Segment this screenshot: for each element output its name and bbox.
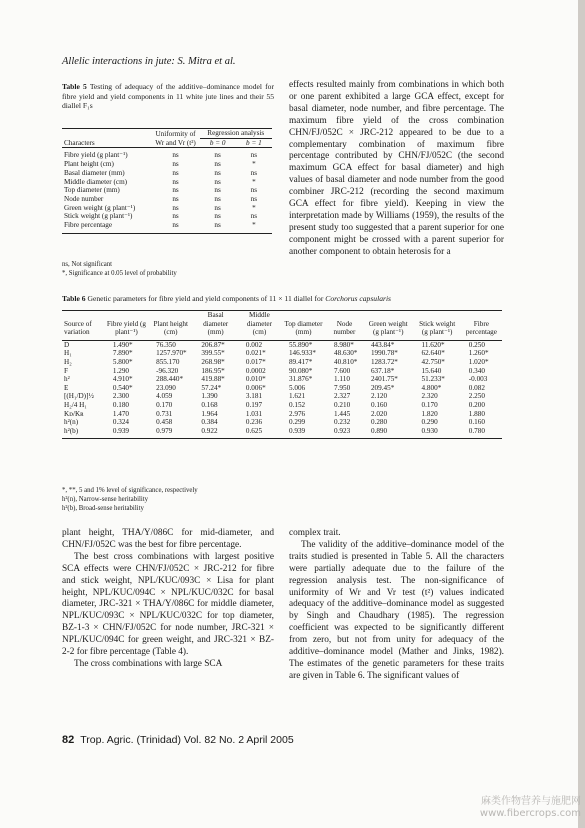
table6-cell: 1.290 <box>112 366 130 375</box>
table6-cell: 42.750* <box>421 357 445 366</box>
watermark-title: 麻类作物营养与施肥网 <box>481 796 581 807</box>
table5-row-label: Green weight (g plant⁻¹) <box>64 203 136 212</box>
table5-cell: ns <box>172 168 179 177</box>
table6-cell: 7.890* <box>112 349 133 358</box>
table6-cell: 3.181 <box>245 392 263 401</box>
table6-cell: 4.059 <box>156 392 173 401</box>
table5-row <box>62 151 272 160</box>
t5-note-ns: ns, Not significant <box>62 261 113 268</box>
table6-cell: 40.810* <box>334 357 358 366</box>
table6-row-label: D <box>64 340 70 349</box>
table6-cell: 146.933* <box>288 349 316 358</box>
table6-cell: 0.923 <box>334 426 351 435</box>
table6-cell: 0.197 <box>245 400 263 409</box>
table5-cell: ns <box>214 186 221 195</box>
table6-row <box>62 384 502 393</box>
table6-cell: 0.922 <box>201 426 218 435</box>
right-column-top-text <box>289 80 504 259</box>
table6-cell: 4.800* <box>421 383 442 392</box>
t5-col-b0: b = 0 <box>209 138 226 147</box>
table5-row-label: Node number <box>64 194 104 203</box>
table6-cell: 0.299 <box>288 418 306 427</box>
table6-cell: 1.260* <box>468 349 489 358</box>
table6-cell: 399.55* <box>201 349 225 358</box>
table5-cell: ns <box>172 177 179 186</box>
table5-cell: ns <box>250 212 258 221</box>
table6-cell: 2.320 <box>421 392 438 401</box>
table6-cell: 89.417* <box>288 357 313 366</box>
table5-cell: ns <box>214 177 221 186</box>
table6-cell: 2.250 <box>468 392 485 401</box>
table6-cell: 0.010* <box>245 375 266 384</box>
table6-cell: 855.170 <box>156 357 180 366</box>
table6-cell: 1.110 <box>334 375 350 384</box>
table6-cell: 0.458 <box>156 418 173 427</box>
table6-cell: 0.160 <box>370 400 388 409</box>
table6-cell: 0.180 <box>112 400 130 409</box>
table5-row <box>62 204 272 213</box>
table6-row-label: H₂ <box>64 357 72 366</box>
table6-cell: 1.490* <box>112 340 133 349</box>
table6-cell: 0.0002 <box>245 366 266 375</box>
table6-cell: -0.003 <box>468 375 488 384</box>
table6-row <box>62 340 502 349</box>
table5 <box>62 128 272 234</box>
table6-row-label: F <box>64 366 68 375</box>
table6-row <box>62 401 502 410</box>
table6-cell: 1.964 <box>201 409 218 418</box>
t5-col-b1: b = 1 <box>246 138 262 147</box>
table6-cell: 7.950 <box>334 383 351 392</box>
table5-notes <box>62 260 177 278</box>
table5-cell: * <box>252 203 256 212</box>
table5-body <box>62 151 272 229</box>
table6-header-row <box>62 311 502 337</box>
table6-row <box>62 427 502 436</box>
table6-cell: 0.930 <box>421 426 438 435</box>
table6-cell: 1.445 <box>334 409 351 418</box>
table5-cell: ns <box>214 151 221 160</box>
table6-cell: 1990.78* <box>370 349 398 358</box>
t5-note-sig: *, Significance at 0.05 level of probability <box>62 270 177 278</box>
left-column-bottom-text <box>62 528 274 671</box>
table5-cell: ns <box>214 212 221 221</box>
table6-cell: 186.95* <box>201 366 225 375</box>
table6-cell: 48.630* <box>334 349 358 358</box>
table6-cell: 0.017* <box>245 357 266 366</box>
table6-col-header: Fibre yield (g plant⁻¹) <box>106 319 147 337</box>
table6-cell: -96.320 <box>156 366 179 375</box>
table5-cell: ns <box>214 160 221 169</box>
table6-cell: 0.780 <box>468 426 485 435</box>
watermark <box>480 796 581 820</box>
table6-row-label: h²(b) <box>64 426 79 435</box>
page-footer <box>62 734 294 746</box>
table6-cell: 1.820 <box>421 409 438 418</box>
left-paragraph-3: The cross combinations with large SCA <box>74 658 223 669</box>
right-paragraph-2: The validity of the additive–dominance model of the traits studied is presented in Table 5. All the characters were partially adequate due to the failure of the regression analysis test. The non-significance of uniformity of Wr and Vr test (t²) values indicated adequacy of the additive–dominance model as suggested by Singh and Chaudhary (1985). The regression coefficient was expected to be significantly different from zero, but not from unity for adequacy of the additive–dominance model (Mather and Jinks, 1982). The estimates of the genetic parameters for these traits are given in Table 6. The significant values of <box>289 539 504 681</box>
table6-cell: 1.470 <box>112 409 130 418</box>
table6-cell: 1.031 <box>245 409 263 418</box>
table5-cell: ns <box>250 194 258 203</box>
table6-cell: 2401.75* <box>370 375 398 384</box>
table6-cell: 206.87* <box>201 340 225 349</box>
table6-row-label: Kᴅ/Kʀ <box>64 409 84 418</box>
table5-row <box>62 186 272 195</box>
table6-row <box>62 410 502 419</box>
table6-cell: 0.170 <box>421 400 438 409</box>
table6-cell: 0.939 <box>288 426 306 435</box>
table6-cell: 268.98* <box>201 357 225 366</box>
table5-cell: ns <box>250 186 258 195</box>
table6-cell: 0.160 <box>468 418 485 427</box>
table5-cell: ns <box>214 221 221 230</box>
table5-cell: ns <box>172 151 179 160</box>
table6-row <box>62 418 502 427</box>
table6-cell: 1283.72* <box>370 357 398 366</box>
table6-caption <box>62 294 522 304</box>
table5-row <box>62 212 272 221</box>
table6-cell: 90.080* <box>288 366 313 375</box>
left-paragraph-1: plant height, THA/Y/086C for mid-diameter, and CHN/FJ/052C was the best for fibre percentage. <box>62 528 274 550</box>
table5-row-label: Stick weight (g plant⁻¹) <box>64 212 133 221</box>
table6-cell: 0.890 <box>370 426 388 435</box>
table6-row-label: E <box>64 383 69 392</box>
table5-row <box>62 160 272 169</box>
table6-cell: 0.384 <box>201 418 218 427</box>
table6-row <box>62 367 502 376</box>
t6-note-broad: h²(b), Broad-sense heritability <box>62 505 144 513</box>
table5-cell: ns <box>172 160 179 169</box>
table6-cell: 0.168 <box>201 400 218 409</box>
table6-col-header: Green weight (g plant⁻¹) <box>368 319 408 337</box>
table6-cell: 4.910* <box>112 375 133 384</box>
table6-cell: 7.600 <box>334 366 351 375</box>
right-paragraph-1: complex trait. <box>289 528 341 538</box>
table6-cell: 2.020 <box>370 409 388 418</box>
table6-cell: 57.24* <box>201 383 222 392</box>
table6-cell: 637.18* <box>370 366 395 375</box>
left-paragraph-2: The best cross combinations with largest positive SCA effects were CHN/FJ/052C × JRC-212 for fibre and stick weight, NPL/KUC/093C × Lisa for plant height, NPL/KUC/094C × NPL/KUC/032C for basal diameter, JRC-321 × THA/Y/086C for middle diameter, NPL/KUC/093C × NPL/KUC/032C for top diameter, BZ-1-3 × CHN/FJ/052C for node number, JRC-321 × NPL/KUC/094C for green weight, and JRC-321 × BZ-2-2 for fibre percentage (Table 4). <box>62 551 274 658</box>
table6-cell: 0.324 <box>112 418 130 427</box>
table6-cell: 1.880 <box>468 409 485 418</box>
watermark-url: www.fibercrops.com <box>479 808 581 819</box>
table6-cell: 1.020* <box>468 357 489 366</box>
table6-cell: 31.876* <box>288 375 313 384</box>
table5-cell: * <box>252 160 256 169</box>
table6-col-header: Basal diameter (mm) <box>203 311 229 337</box>
table6-cell: 76.350 <box>156 340 176 349</box>
table6-row <box>62 349 502 358</box>
table5-cell: * <box>252 221 256 230</box>
table5-cell: * <box>252 177 256 186</box>
table5-cell: ns <box>214 203 221 212</box>
table6-cell: 23.090 <box>156 383 176 392</box>
table6-cell: 0.625 <box>245 426 263 435</box>
table6-cell: 55.890* <box>288 340 313 349</box>
t5-col-uniformity: Uniformity of Wr and Vr (t²) <box>155 130 196 147</box>
table6-notes <box>62 486 198 514</box>
table6-cell: 0.250 <box>468 340 485 349</box>
running-header: Allelic interactions in jute: S. Mitra et al. <box>62 56 236 67</box>
table6-cell: 0.210 <box>334 400 351 409</box>
table6-cell: 0.170 <box>156 400 173 409</box>
table6-row-label: H₂/4 H₁ <box>64 400 87 409</box>
table6-cell: 0.021* <box>245 349 266 358</box>
table5-row <box>62 221 272 230</box>
table6-cell: 0.152 <box>288 400 306 409</box>
table6-col-header: Top diameter (mm) <box>284 319 323 337</box>
table5-cell: ns <box>214 168 221 177</box>
table6-cell: 443.84* <box>370 340 395 349</box>
table5-row-label: Plant height (cm) <box>64 160 114 169</box>
table6-cell: 0.280 <box>370 418 388 427</box>
table6-row-label: h² <box>64 375 70 384</box>
table6-cell: 0.002 <box>245 340 263 349</box>
table5-caption-text: Testing of adequacy of the additive–dominance model for fibre yield and yield components in 11 white jute lines and their 55 diallel F₁s <box>62 82 274 110</box>
table6-cell: 288.440* <box>156 375 184 384</box>
table6-cell: 0.540* <box>112 383 133 392</box>
table6-col-header: Plant height (cm) <box>153 319 189 337</box>
page-edge-shadow <box>578 0 585 828</box>
table6-cell: 0.006* <box>245 383 266 392</box>
table5-cell: ns <box>214 194 221 203</box>
table5-cell: ns <box>250 168 258 177</box>
table6-cell: 209.45* <box>370 383 395 392</box>
table5-label: Table 5 <box>62 82 87 91</box>
t6-note-narrow: h²(n), Narrow-sense heritability <box>62 496 149 504</box>
table6-caption-species: Corchorus capsularis <box>325 294 392 303</box>
table5-row <box>62 178 272 187</box>
table5-row-label: Middle diameter (cm) <box>64 177 128 186</box>
table6-row-label: [(H₁/D)]½ <box>64 392 94 401</box>
table6-cell: 0.731 <box>156 409 173 418</box>
t5-col-regression: Regression analysis <box>200 129 272 139</box>
table6-cell: 1257.970* <box>156 349 187 358</box>
table6 <box>62 310 502 439</box>
table6-col-header: Source of variation <box>64 319 92 337</box>
table6-label: Table 6 <box>62 294 86 303</box>
journal-citation: Trop. Agric. (Trinidad) Vol. 82 No. 2 April 2005 <box>80 734 294 746</box>
table5-caption <box>62 82 274 111</box>
right-column-bottom-text <box>289 528 504 683</box>
table5-row-label: Fibre yield (g plant⁻¹) <box>64 151 128 160</box>
table6-cell: 2.120 <box>370 392 388 401</box>
table6-cell: 2.327 <box>334 392 351 401</box>
table6-cell: 0.290 <box>421 418 438 427</box>
page-number: 82 <box>62 734 75 746</box>
table5-cell: ns <box>172 186 179 195</box>
table6-col-header: Middle diameter (cm) <box>246 311 272 337</box>
table6-cell: 2.976 <box>288 409 306 418</box>
table6-cell: 5.006 <box>288 383 306 392</box>
table5-row-label: Fibre percentage <box>64 221 113 230</box>
table6-cell: 62.640* <box>421 349 445 358</box>
table5-row-label: Top diameter (mm) <box>64 186 120 195</box>
table6-cell: 0.340 <box>468 366 485 375</box>
table6-caption-text: Genetic parameters for fibre yield and yield components of 11 × 11 diallel for <box>87 294 326 303</box>
table6-cell: 0.236 <box>245 418 263 427</box>
table6-cell: 11.620* <box>421 340 445 349</box>
table6-cell: 0.082 <box>468 383 485 392</box>
table5-row <box>62 169 272 178</box>
table6-cell: 8.980* <box>334 340 354 349</box>
table6-col-header: Node number <box>333 319 356 337</box>
table6-cell: 5.800* <box>112 357 133 366</box>
table6-cell: 419.88* <box>201 375 225 384</box>
table6-cell: 0.979 <box>156 426 173 435</box>
table6-col-header: Stick weight (g plant⁻¹) <box>419 319 456 337</box>
table5-row <box>62 195 272 204</box>
table6-cell: 1.621 <box>288 392 306 401</box>
table6-cell: 0.232 <box>334 418 351 427</box>
table6-cell: 51.233* <box>421 375 445 384</box>
table5-cell: ns <box>172 212 179 221</box>
right-top-paragraph: effects resulted mainly from combinations in which both or one parent exhibited a large GCA effect, except for basal diameter, node number, and fibre percentage. The maximum fibre yield of the cross combination CHN/FJ/052C × JRC-212 appeared to be due to a complementary combination of maximum fibre percentage contributed by CHN/FJ/052C (the second maximum GCA effect for basal diameter) and high values of basal diameter and node number from the good combiner JRC-212 (recording the second maximum GCA effect for fibre yield). Keeping in view the interpretation made by Williams (1959), the results of the present study too suggested that a parent superior for one component might be crossed with a parent superior for another component to obtain heterosis for a <box>289 80 504 257</box>
table5-cell: ns <box>172 194 179 203</box>
t5-col-characters: Characters <box>64 138 95 147</box>
table6-body <box>62 340 502 435</box>
table6-cell: 0.939 <box>112 426 130 435</box>
table6-cell: 1.390 <box>201 392 218 401</box>
table5-row-label: Basal diameter (mm) <box>64 168 125 177</box>
table6-cell: 0.200 <box>468 400 485 409</box>
table6-col-header: Fibre percentage <box>465 319 497 337</box>
table6-row <box>62 358 502 367</box>
table5-cell: ns <box>172 221 179 230</box>
table5-cell: ns <box>172 203 179 212</box>
table6-row-label: h²(n) <box>64 418 79 427</box>
table6-row <box>62 375 502 384</box>
table6-cell: 15.640 <box>421 366 442 375</box>
table5-cell: ns <box>250 151 258 160</box>
t6-note-sig: *, **, 5 and 1% level of significance, respectively <box>62 487 198 494</box>
table6-row-label: H₁ <box>64 349 72 358</box>
table6-row <box>62 392 502 401</box>
table6-cell: 2.300 <box>112 392 130 401</box>
